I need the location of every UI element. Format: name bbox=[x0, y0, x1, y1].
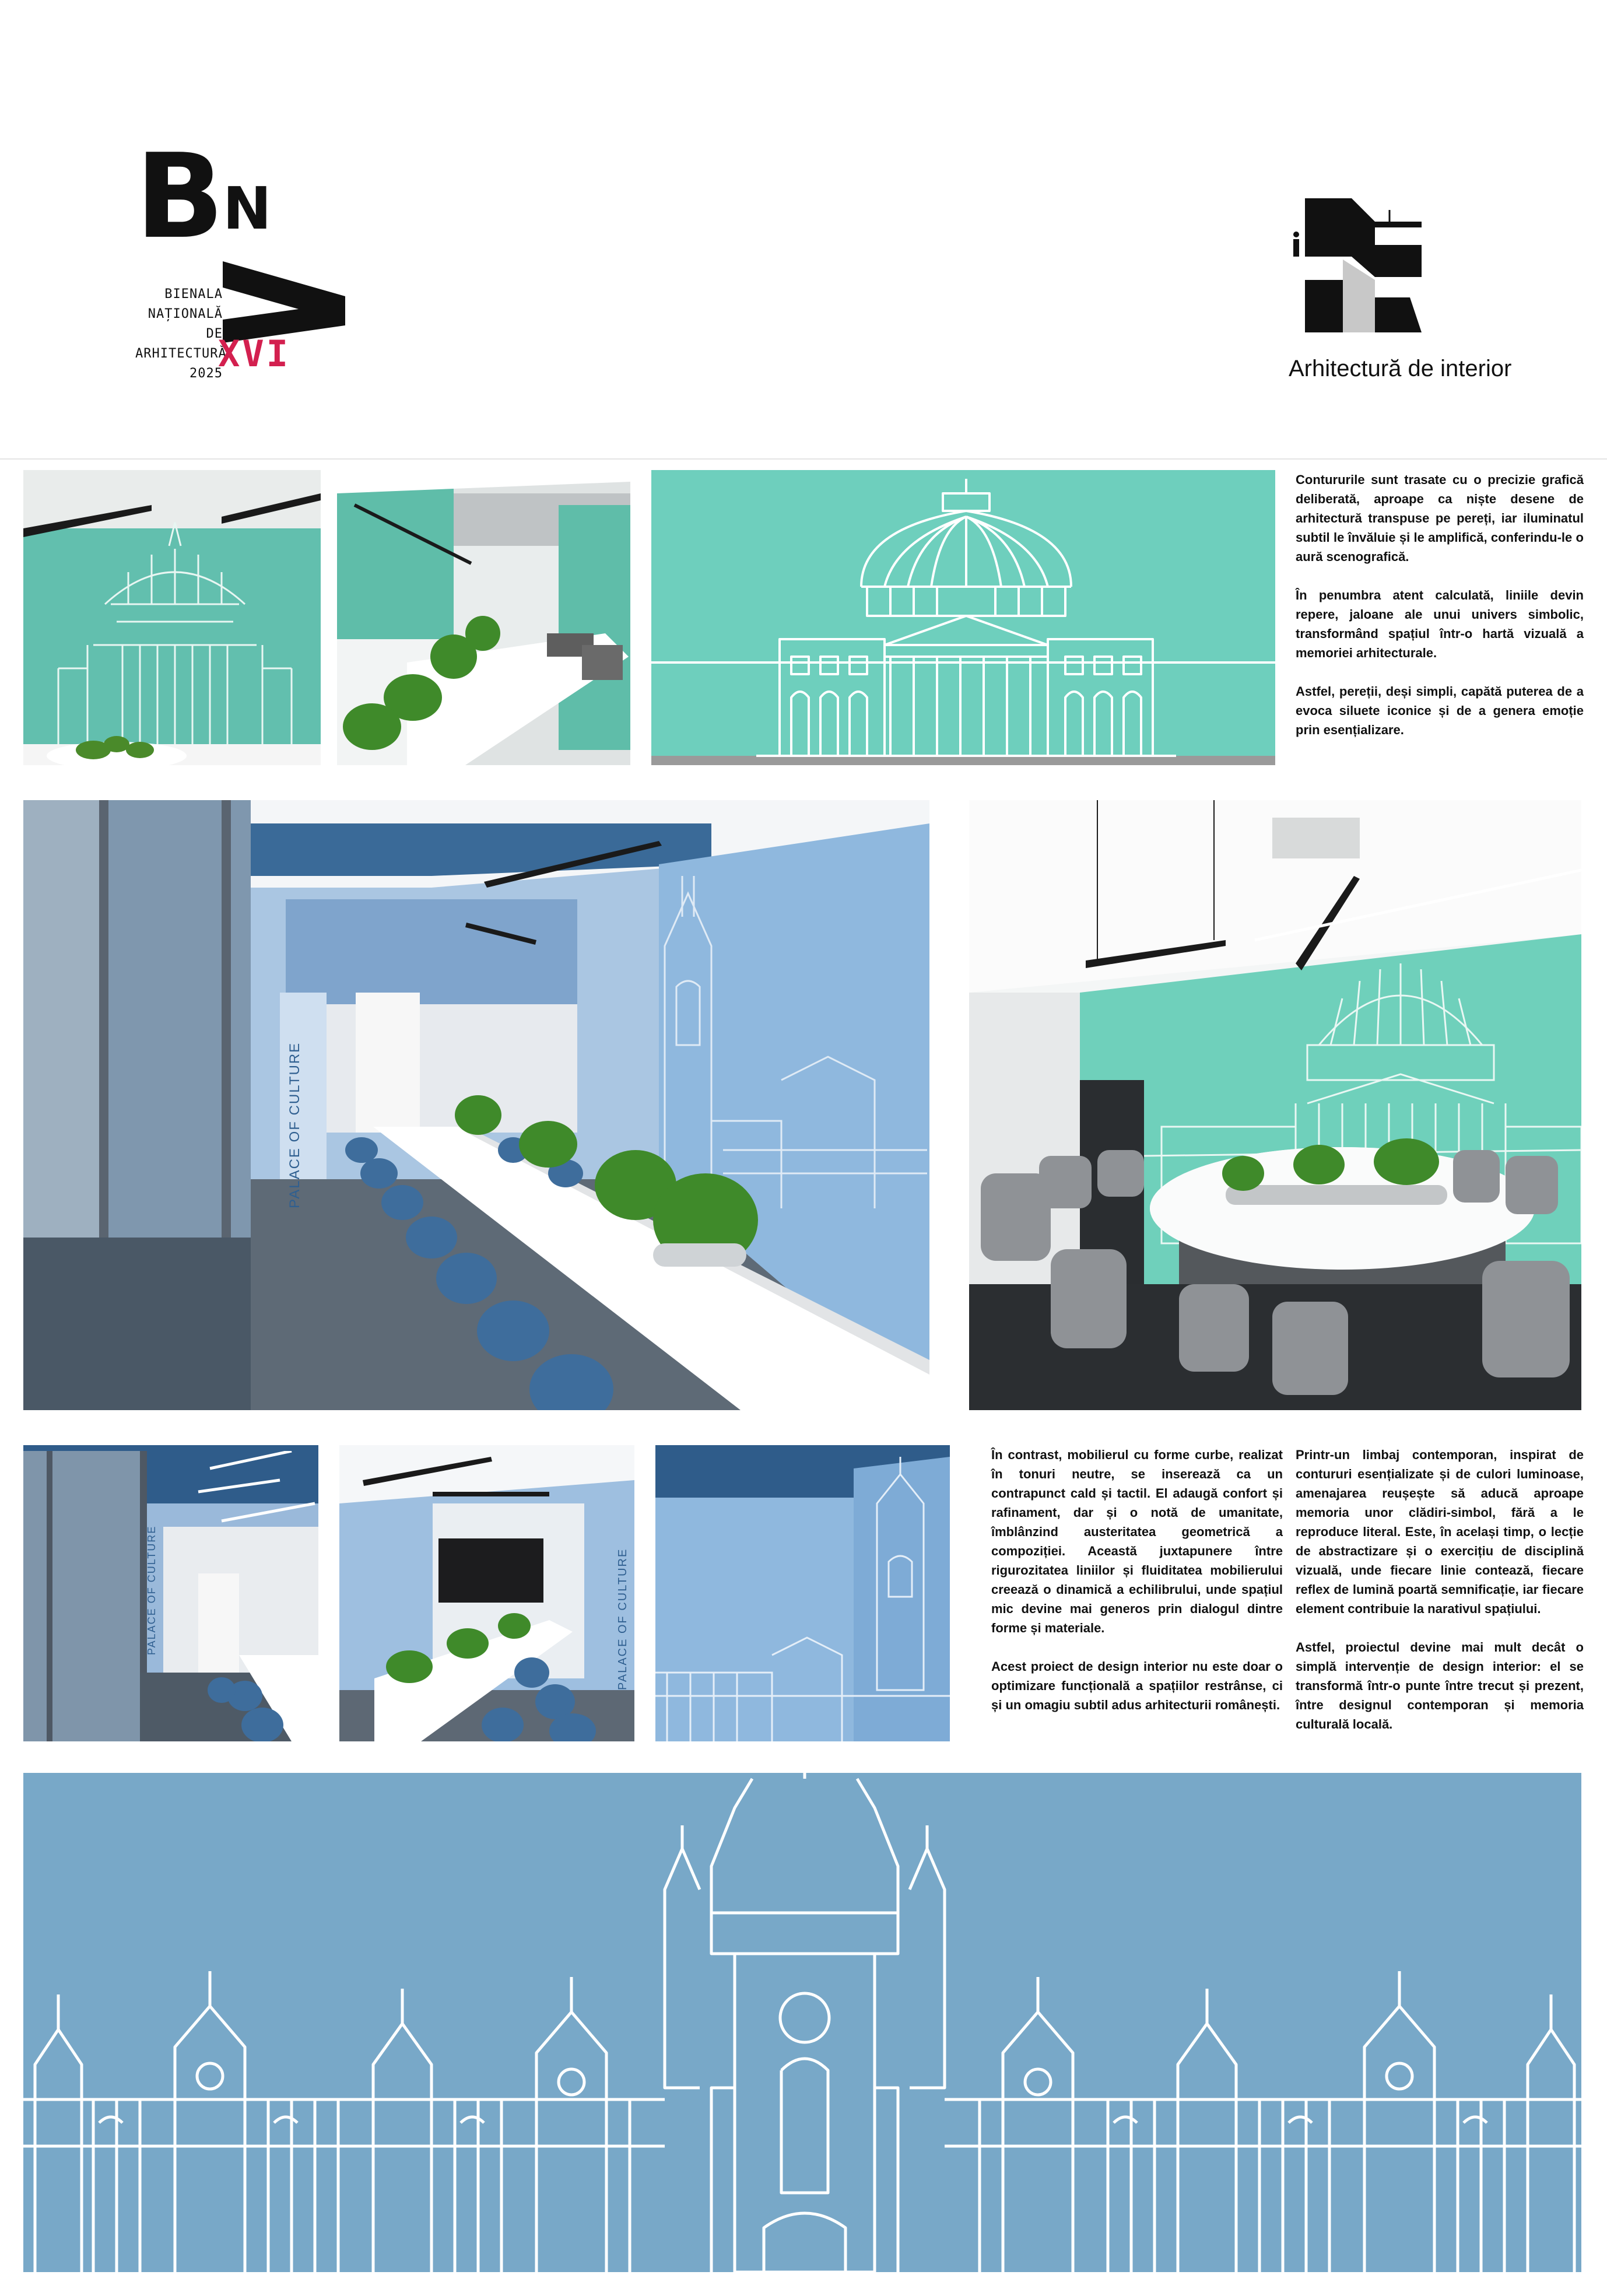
logo-letter-b: B bbox=[135, 129, 221, 265]
text-paragraph: Printr-un limbaj contemporan, inspirat de contururi esențializate și de culori luminoase, amenajarea reușește să aducă aproape memoria unor clădiri-simbol, fără a le reproduce literal. Este, în același timp, o lecție de abstractizare și o exercițiu de disciplină vizuală, unde fiecare linie contează, fiecare reflex de lumină poartă semnificație, iar fiecare element contribuie la narativul spațiului. bbox=[1296, 1447, 1584, 1616]
text-block-top bbox=[1296, 470, 1584, 759]
category-title: Arhitectură de interior bbox=[1289, 356, 1512, 381]
photo-teal-room-2 bbox=[337, 470, 630, 765]
text-paragraph: În penumbra atent calculată, liniile devin repere, jaloane ale unui univers simbolic, transformând spațiul într-o hartă vizuală a memoriei arhitecturale. bbox=[1296, 588, 1584, 660]
photo-blue-wall-detail bbox=[655, 1445, 950, 1741]
header-divider bbox=[0, 458, 1607, 460]
text-paragraph: În contrast, mobilierul cu forme curbe, realizat în tonuri neutre, se inserează ca un contrapunct cald și tactil. El adaugă confort și rafinament, dar și o notă de umanitate, îmblânzind austeritatea geometrică a compoziției. Această juxtapunere între rigurozitatea liniilor și fluiditatea mobilierului creează o dinamică a echilibrului, unde spațiul mic devine mai generos prin dialogul dintre forme și materiale. bbox=[991, 1447, 1283, 1635]
photo-blue-room-1 bbox=[23, 1445, 318, 1741]
bna-logo bbox=[135, 129, 345, 384]
logo-word: DE bbox=[206, 327, 223, 341]
logo-words bbox=[135, 285, 227, 384]
logo-word: BIENALA bbox=[164, 287, 223, 302]
text-paragraph: Contururile sunt trasate cu o precizie grafică deliberată, aproape ca niște desene de arhitectură transpuse pe pereți, iar iluminatul subtil le învăluie și le amplifică, conferindu-le o aură scenografică. bbox=[1296, 472, 1584, 564]
photo-teal-room-1 bbox=[23, 470, 321, 765]
interior-architecture-icon bbox=[1287, 192, 1433, 344]
illustration-athenaeum bbox=[651, 470, 1275, 765]
photo-blue-conference-room bbox=[23, 800, 929, 1410]
illustration-palace-of-culture bbox=[23, 1773, 1581, 2272]
logo-letter-n: N bbox=[223, 174, 272, 243]
text-paragraph: Acest proiect de design interior nu este doar o optimizare funcțională a spațiilor restrânse, ci și un omagiu subtil adus arhitecturii românești. bbox=[991, 1659, 1283, 1712]
wall-text-palace: PALACE OF CULTURE bbox=[146, 1525, 157, 1655]
logo-letter-a bbox=[223, 226, 345, 343]
logo-word: 2025 bbox=[190, 366, 223, 381]
wall-text-palace: PALACE OF CULTURE bbox=[287, 1042, 303, 1208]
text-block-middle-right bbox=[1296, 1445, 1584, 1753]
logo-word: ARHITECTURĂ bbox=[135, 346, 227, 361]
wall-text-palace: PALACE OF CULTURE bbox=[616, 1548, 629, 1690]
text-paragraph: Astfel, pereții, deși simpli, capătă puterea de a evoca siluete iconice și de a genera emoție prin esențializare. bbox=[1296, 684, 1584, 737]
text-block-middle-left bbox=[991, 1445, 1283, 1734]
text-paragraph: Astfel, proiectul devine mai mult decât o simplă intervenție de design interior: el se transformă într-o punte între trecut și prezent, între designul contemporan și memoria culturală locală. bbox=[1296, 1640, 1584, 1731]
logo-word: NAȚIONALĂ bbox=[148, 307, 223, 321]
photo-teal-conference-room bbox=[969, 800, 1581, 1410]
edition-number: XVI bbox=[218, 332, 290, 375]
photo-blue-room-2 bbox=[339, 1445, 634, 1741]
